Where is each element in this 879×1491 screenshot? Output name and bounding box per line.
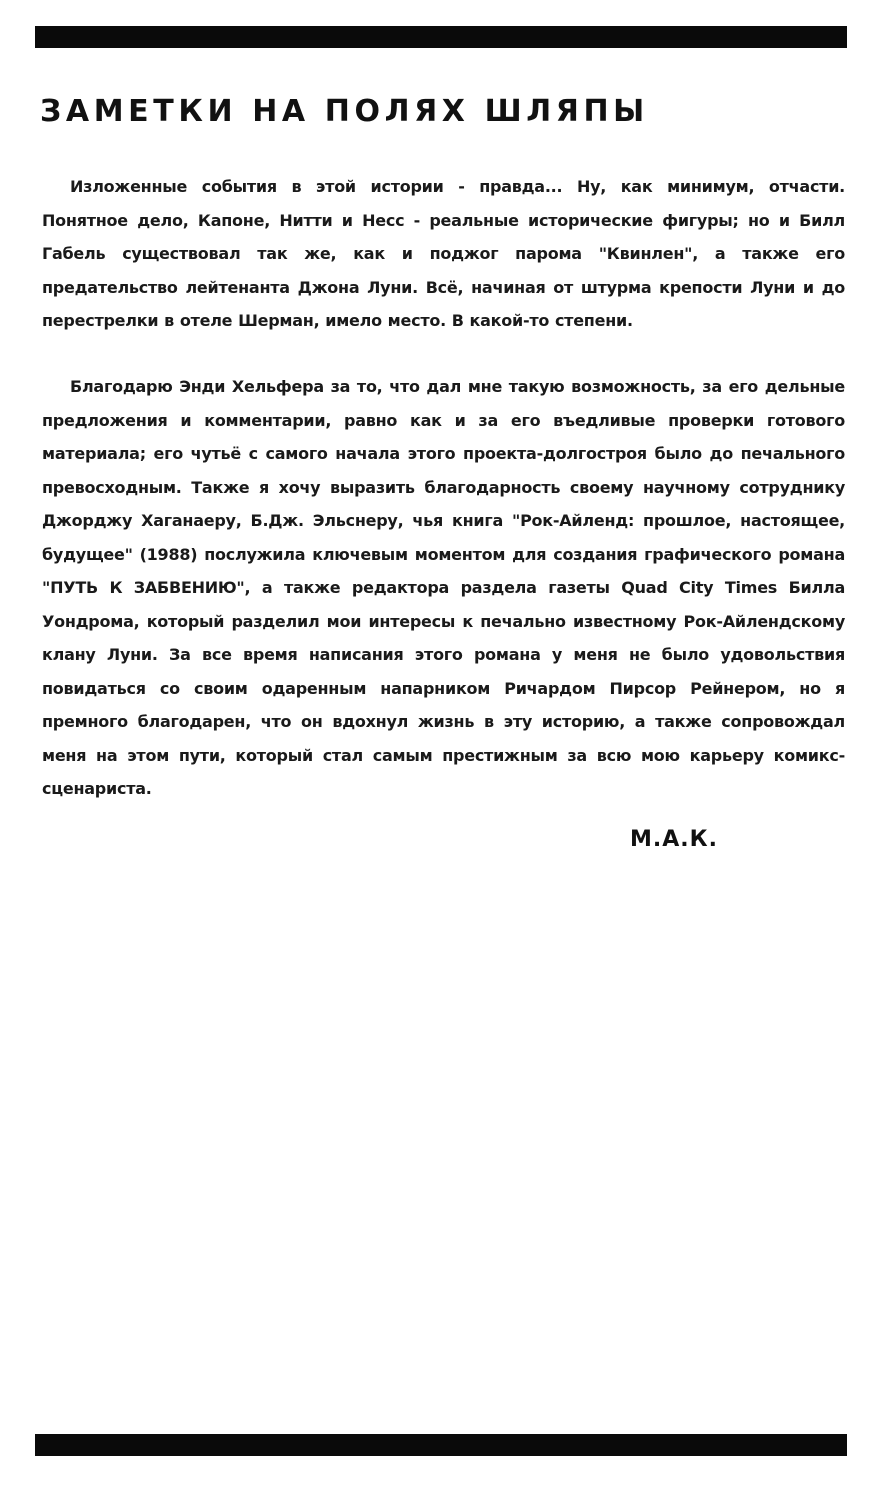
- paragraph-acknowledgements: Благодарю Энди Хельфера за то, что дал мне такую возможность, за его дельные предложения и комментарии, равно как и за его въедливые проверки готового материала; его чутьё с самого начала этого проекта-долгостроя было до печального превосходным. Также я хочу выразить благодарность своему научному сотруднику Джорджу Хаганаеру, Б.Дж. Эльснеру, чья книга "Рок-Айленд: прошлое, настоящее, будущее" (1988) послужила ключевым моментом для создания графического романа "ПУТЬ К ЗАБВЕНИЮ", а также редактора раздела газеты Quad City Times Билла Уондрома, который разделил мои интересы к печально известному Рок-Айлендскому клану Луни. За все время написания этого романа у меня не было удовольствия повидаться со своим одаренным напарником Ричардом Пирсор Рейнером, но я премного благодарен, что он вдохнул жизнь в эту историю, а также сопровождал меня на этом пути, который стал самым престижным за всю мою карьеру комикс-сценариста.: [42, 377, 845, 798]
- bottom-border-bar: [35, 1434, 847, 1456]
- author-signature: М.А.К.: [630, 827, 718, 852]
- page-title: ЗАМЕТКИ НА ПОЛЯХ ШЛЯПЫ: [40, 94, 649, 129]
- paragraph-intro: Изложенные события в этой истории - правда... Ну, как минимум, отчасти. Понятное дело, Капоне, Нитти и Несс - реальные исторические фигуры; но и Билл Габель существовал так же, как и поджог парома "Квинлен", а также его предательство лейтенанта Джона Луни. Всё, начиная от штурма крепости Луни и до перестрелки в отеле Шерман, имело место. В какой-то степени.: [42, 177, 845, 330]
- top-border-bar: [35, 26, 847, 48]
